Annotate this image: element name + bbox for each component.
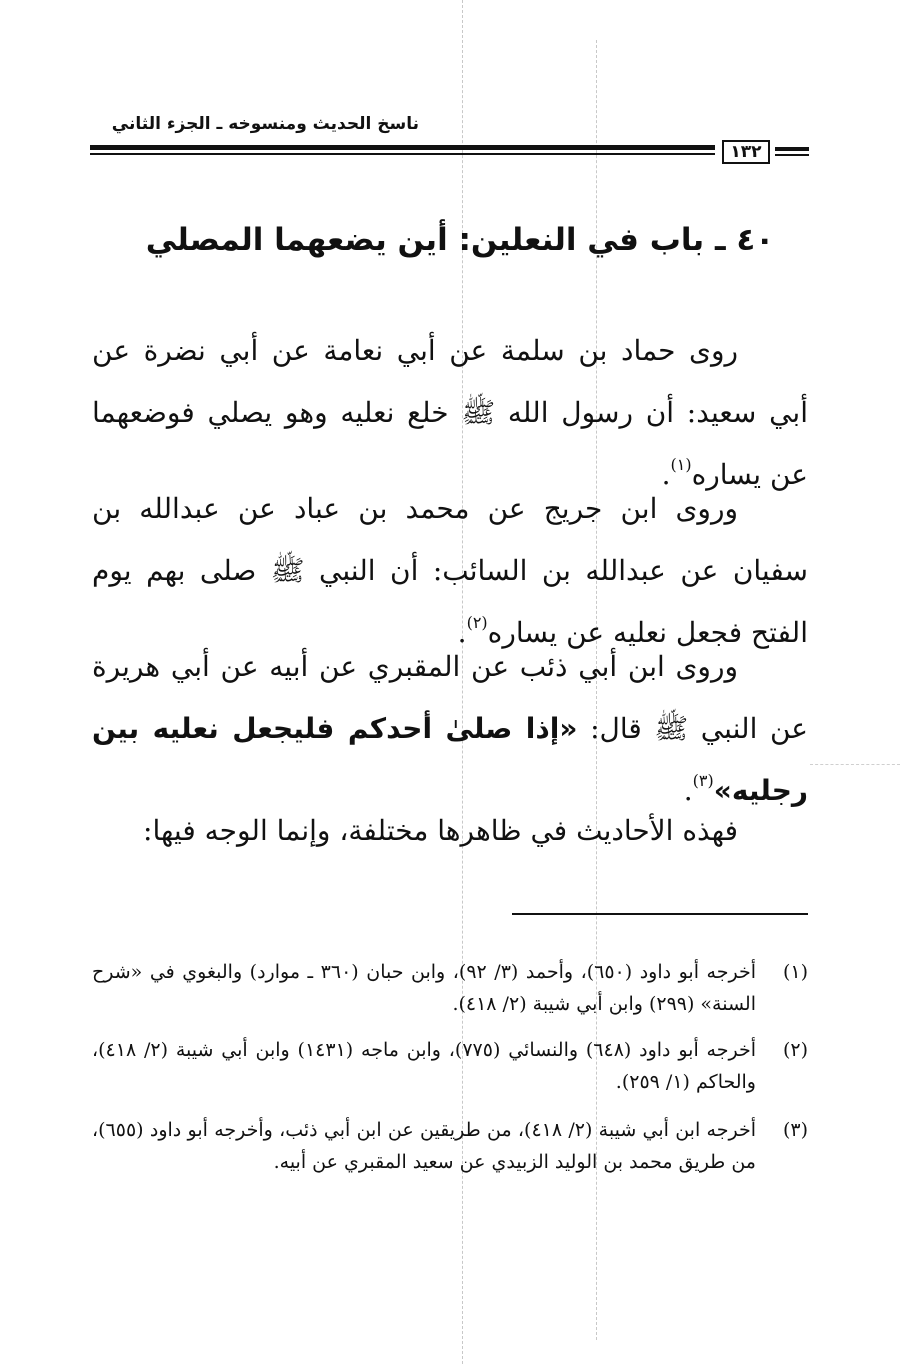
footnote [92, 1114, 808, 1178]
paragraph [92, 636, 808, 822]
hadith-quote: «إذا صلىٰ أحدكم فليجعل نعليه بين رجليه» [92, 712, 808, 807]
header-rule [90, 153, 715, 155]
paragraph-end: . [661, 458, 671, 491]
footnote-number: (٣) [782, 1119, 808, 1141]
footnote-number: (٢) [782, 1039, 808, 1061]
paragraph-end: . [683, 774, 693, 807]
running-header-title: ناسخ الحديث ومنسوخه ـ الجزء الثاني [111, 114, 419, 134]
footnote-text: أخرجه ابن أبي شيبة (٢/ ٤١٨)، من طريقين عن ابن أبي ذئب، وأخرجه أبو داود (٦٥٥)، من طريق محمد بن الوليد الزبيدي عن سعيد المقبري عن أبيه. [92, 1119, 756, 1173]
chapter-title: ٤٠ ـ باب في النعلين: أين يضعهما المصلي [145, 222, 775, 258]
paragraph [92, 800, 808, 862]
footnote-ref[interactable]: (١) [670, 455, 692, 474]
footnote-ref[interactable]: (٣) [692, 771, 714, 790]
page-number: ١٣٢ [722, 140, 770, 164]
paragraph-text: وروى ابن جريج عن محمد بن عباد عن عبدالله بن سفيان عن عبدالله بن السائب: أن النبي ﷺ صلى بهم يوم الفتح فجعل نعليه عن يساره [92, 492, 808, 649]
header-rule [775, 147, 809, 151]
fold-line-horizontal [810, 764, 900, 765]
footnote-separator [512, 913, 808, 915]
footnote [92, 956, 808, 1020]
paragraph-text: فهذه الأحاديث في ظاهرها مختلفة، وإنما الوجه فيها: [143, 814, 738, 847]
footnote-text: أخرجه أبو داود (٦٥٠)، وأحمد (٣/ ٩٢)، وابن حبان (٣٦٠ ـ موارد) والبغوي في «شرح السنة» (٢٩٩) وابن أبي شيبة (٢/ ٤١٨). [92, 961, 756, 1015]
paragraph-text: وروى ابن أبي ذئب عن المقبري عن أبيه عن أبي هريرة عن النبي ﷺ قال: [92, 650, 808, 745]
paragraph-text: روى حماد بن سلمة عن أبي نعامة عن أبي نضرة عن أبي سعيد: أن رسول الله ﷺ خلع نعليه وهو يصلي فوضعهما عن يساره [92, 334, 808, 491]
footnote-ref[interactable]: (٢) [466, 613, 488, 632]
header-rule [90, 145, 715, 150]
paragraph-end: . [457, 616, 467, 649]
footnote [92, 1034, 808, 1098]
footnote-text: أخرجه أبو داود (٦٤٨) والنسائي (٧٧٥)، وابن ماجه (١٤٣١) وابن أبي شيبة (٢/ ٤١٨)، والحاكم (١/ ٢٥٩). [92, 1039, 756, 1093]
footnote-number: (١) [782, 961, 808, 983]
header-rule [775, 154, 809, 156]
